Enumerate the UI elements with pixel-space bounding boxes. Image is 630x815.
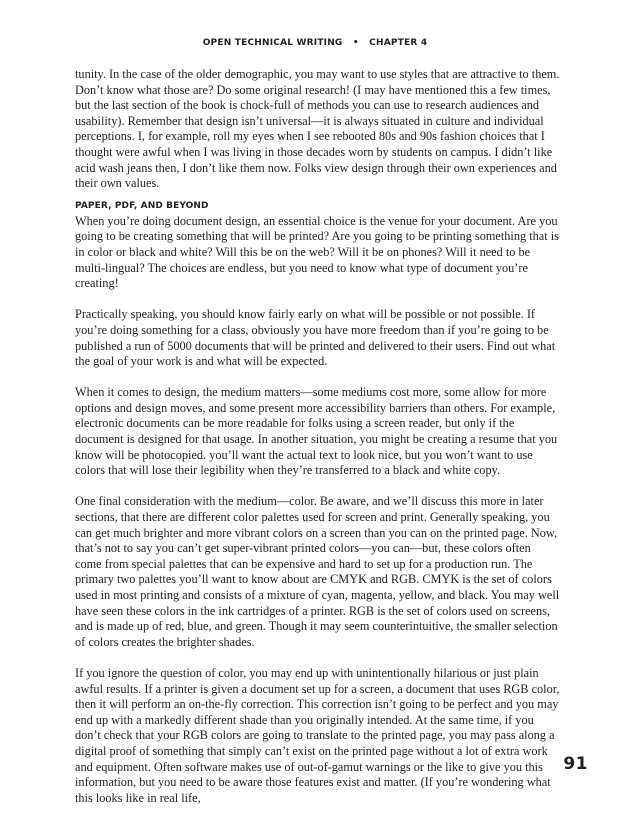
book-title: OPEN TECHNICAL WRITING [202,38,343,48]
body-paragraph-5: If you ignore the question of color, you may end up with unintentionally hilarious or just plain awful results. If a printer is given a document set up for a screen, a document that uses RGB color, then it will perform an on-the-fly correction. This correction isn’t going to be perfect and you may end up with a markedly different shade than you originally intended. At the same time, if you don’t check that your RGB colors are going to translate to the printed page, you may pass along a digital proof of something that simply can’t exist on the printed page without a lot of extra work and equipment. Often software makes use of out-of-gamut warnings or the like to give you this information, but you need to be aware those features exist and matter. (If you’re wondering what this looks like in real life, [75,665,560,805]
header-separator: • [352,38,359,48]
page-body [75,67,560,806]
page-number: 91 [563,754,588,774]
section-heading: PAPER, PDF, AND BEYOND [75,200,209,211]
body-paragraph-2: Practically speaking, you should know fairly early on what will be possible or not possible. If you’re doing something for a class, obviously you have more freedom than if you’re going to be published a run of 5000 documents that will be printed and delivered to their users. Find out what the goal of your work is and what will be expected. [75,307,556,369]
running-header [0,37,630,49]
body-paragraph-3: When it comes to design, the medium matters—some mediums cost more, some allow for more options and design moves, and some present more accessibility barriers than others. For example, electronic documents can be more readable for folks using a screen reader, but only if the document is designed for that usage. In another situation, you might be creating a resume that you know will be photocopied. you’ll want the actual text to look nice, but you won’t want to use colors that will lose their legibility when they’re transferred to a black and white copy. [75,385,558,478]
chapter-label: CHAPTER 4 [369,38,428,48]
body-paragraph-1: When you’re doing document design, an essential choice is the venue for your document. Are you going to be creating something that will be printed? Are you going to be printing something that is in color or black and white? Will this be on the web? Will it be on phones? Will it need to be multi-lingual? The choices are endless, but you need to know what type of document you’re creating! [75,213,559,291]
body-paragraph-4: One final consideration with the medium—color. Be aware, and we’ll discuss this more in later sections, that there are different color palettes used for screen and print. Generally speaking, you can get much brighter and more vibrant colors on a screen than you can on the printed page. Now, that’s not to say you can’t get super-vibrant printed colors—you can—but, these colors often come from special palettes that can be expensive and hard to set up for a production run. The primary two palettes you’ll want to know about are CMYK and RGB. CMYK is the set of colors used in most printing and consists of a mixture of cyan, magenta, yellow, and black. You may well have seen these colors in the ink cartridges of a printer. RGB is the set of colors used on screens, and is made up of red, blue, and green. Though it may seem counterintuitive, the smaller selection of colors creates the brighter shades. [75,494,560,649]
intro-paragraph: tunity. In the case of the older demographic, you may want to use styles that are attractive to them. Don’t know what those are? Do some original research! (I may have mentioned this a few times, but the last section of the book is chock-full of methods you can use to research audiences and usability). Remember that design isn’t universal—it is always situated in culture and individual perceptions. I, for example, roll my eyes when I see rebooted 80s and 90s fashion choices that I thought were awful when I was living in those decades worn by students on campus. I didn’t like acid wash jeans then, I don’t like them now. Folks view design through their own experiences and their own values. [75,67,560,191]
